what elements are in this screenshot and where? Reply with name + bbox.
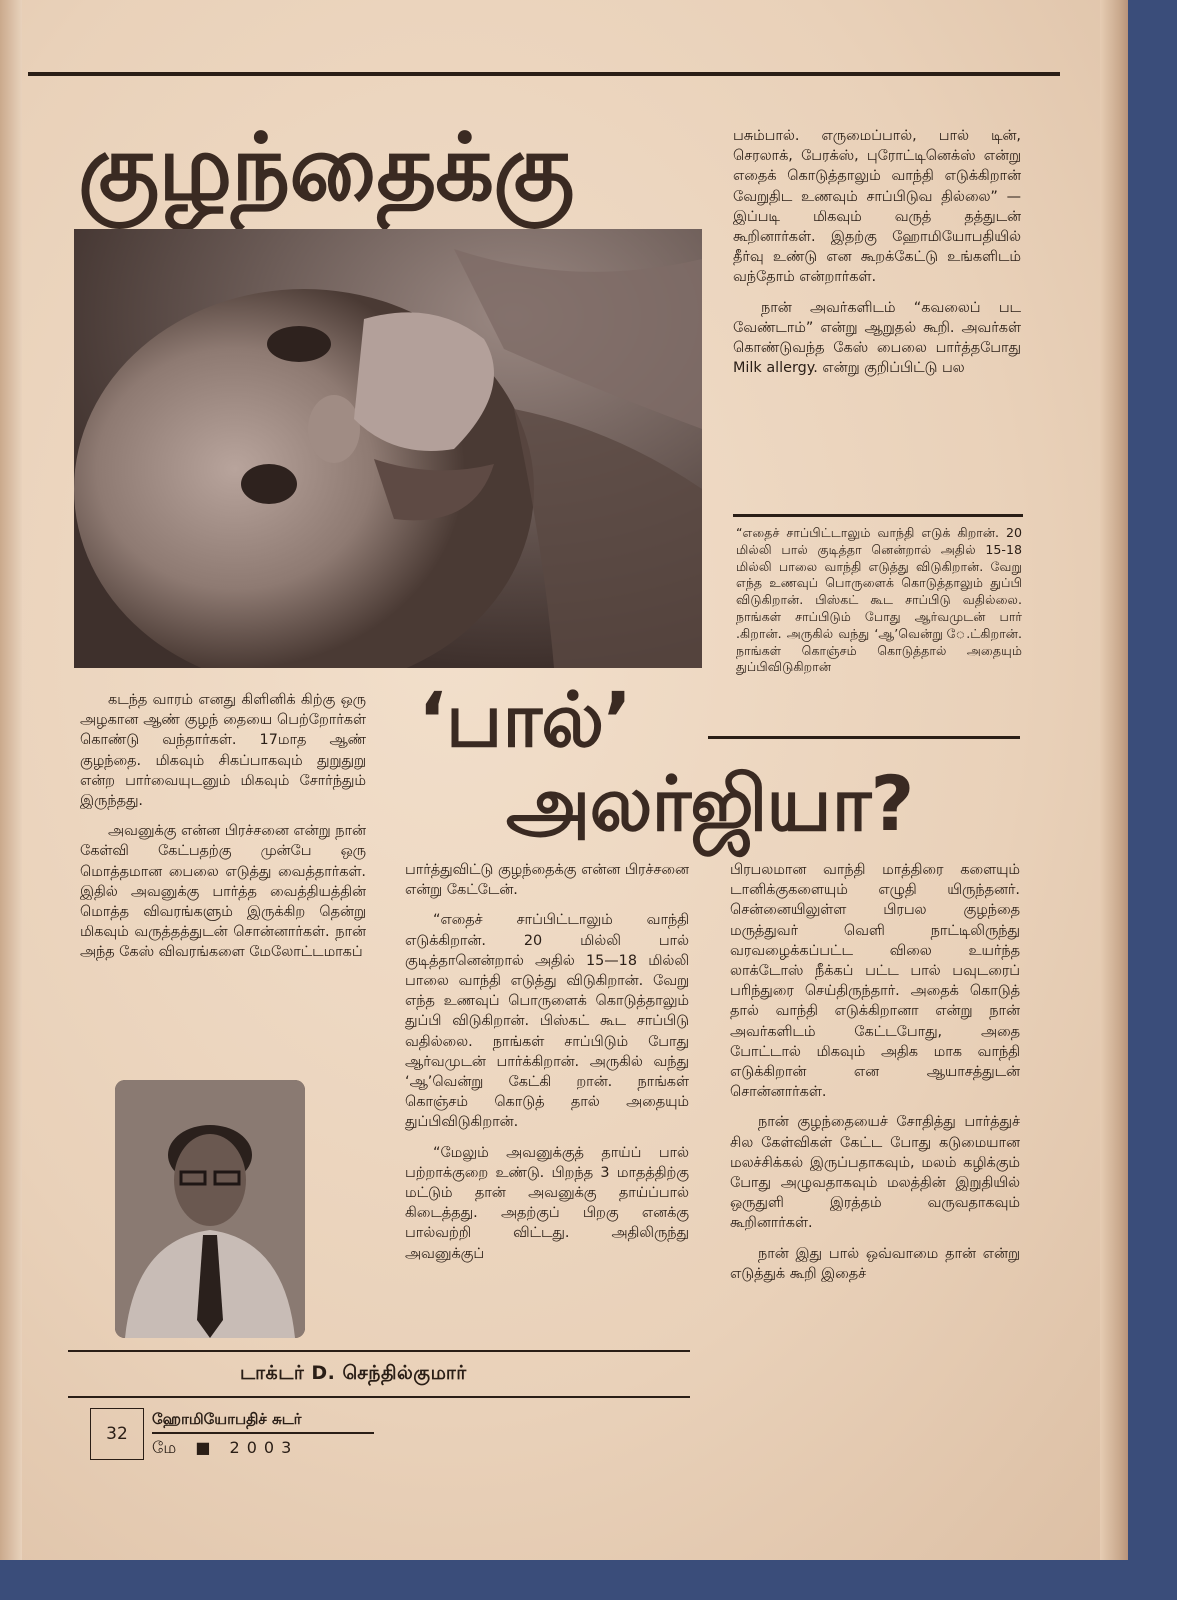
callout-top-rule bbox=[733, 514, 1023, 517]
page-fore-edge bbox=[1100, 0, 1128, 1560]
headline-line1: குழந்தைக்கு bbox=[78, 114, 574, 221]
paragraph: நான் இது பால் ஒவ்வாமை தான் என்று எடுத்துக் கூறி இதைச் bbox=[730, 1245, 1020, 1282]
footer-rule bbox=[152, 1432, 374, 1434]
top-rule bbox=[28, 72, 1060, 76]
paragraph: “மேலும் அவனுக்குத் தாய்ப் பால் பற்றாக்குறை உண்டு. பிறந்த 3 மாதத்திற்கு மட்டும் தான் அவனுக்கு தாய்ப்பால் கிடைத்தது. அதற்குப் பிறகு எனக்கு பால்வற்றி விட்டது. அதிலிருந்து அவனுக்குப் bbox=[405, 1144, 689, 1262]
issue-date: மே ■ 2003 bbox=[152, 1438, 299, 1457]
paragraph: நான் குழந்தையைச் சோதித்து பார்த்துச் சில கேள்விகள் கேட்ட போது கடுமையான மலச்சிக்கல் இருப்பதாகவும், மலம் கழிக்கும் போது அழுவதாகவும் மலத்தின் இறுதியில் ஒருதுளி இரத்தம் வருவதாகவும் கூறினார்கள். bbox=[730, 1114, 1020, 1232]
page-binding-edge bbox=[0, 0, 22, 1560]
paragraph: அவனுக்கு என்ன பிரச்சனை என்று நான் கேள்வி கேட்பதற்கு முன்பே ஒரு மொத்தமான பைலை எடுத்து வைத்தார்கள். இதில் அவனுக்கு பார்த்த வைத்தியத்தின் மொத்த விவரங்களும் இருக்கிற தென்று மிகவும் வருத்தத்துடன் சொன்னார்கள். நான் அந்த கேஸ் விவரங்களை மேலோட்டமாகப் bbox=[80, 823, 366, 961]
paragraph: பார்த்துவிட்டு குழந்தைக்கு என்ன பிரச்சனை என்று கேட்டேன். bbox=[405, 862, 689, 899]
paragraph: “எதைச் சாப்பிட்டாலும் வாந்தி எடுக்கிறான். 20 மில்லி பால் குடித்தானென்றால் அதில் 15—18 மில்லி பாலை வாந்தி எடுத்து விடுகிறான். வேறு எந்த உணவுப் பொருளைக் கொடுத்தாலும் துப்பி விடுகிறான். பிஸ்கட் கூட சாப்பிடு வதில்லை. நாங்கள் சாப்பிடும் போது ஆர்வமுடன் பார்க்கிறான். அருகில் வந்து ‘ஆ’வென்று கேட்கி றான். நாங்கள் கொஞ்சம் கொடுத் தால் அதையும் துப்பிவிடுகிறான். bbox=[405, 912, 689, 1131]
pull-quote: “எதைச் சாப்பிட்டாலும் வாந்தி எடுக் கிறான். 20 மில்லி பால் குடித்தா னென்றால் அதில் 15-18 மில்லி பாலை வாந்தி எடுத்து விடுகிறான். வேறு எந்த உணவுப் பொருளைக் கொடுத்தாலும் துப்பி விடுகிறான். பிஸ்கட் கூட சாப்பிடு வதில்லை. நாங்கள் சாப்பிடும் போது ஆர்வமுடன் பார் .கிறான். அருகில் வந்து ‘ஆ’வென்று ே.ட்கிறான். நாங்கள் கொஞ்சம் கொடுத்தால் அதையும் துப்பிவிடுகிறான் bbox=[736, 525, 1022, 675]
right-top-column bbox=[733, 126, 1021, 388]
byline-bottom-rule bbox=[68, 1396, 690, 1398]
headline-line3: அலர்ஜியா? bbox=[506, 759, 914, 848]
left-column bbox=[80, 690, 366, 973]
author-photo bbox=[115, 1080, 305, 1338]
page-number: 32 bbox=[90, 1408, 144, 1460]
author-photo-image bbox=[115, 1080, 305, 1338]
magazine-name: ஹோமியோபதிச் சுடர் bbox=[152, 1410, 302, 1428]
paragraph: பசும்பால். எருமைப்பால், பால் டின், செரலாக், பேரக்ஸ், புரோட்டினெக்ஸ் என்று எதைக் கொடுத்தாலும் வாந்தி எடுக்கிறான் வேறுதிட உணவும் சாப்பிடுவ தில்லை” —இப்படி மிகவும் வருத் தத்துடன் கூறினார்கள். இதற்கு ஹோமியோபதியில் தீர்வு உண்டு என கூறக்கேட்டு உங்களிடம் வந்தோம் என்றார்கள். bbox=[733, 128, 1021, 286]
callout-bottom-rule bbox=[708, 736, 1020, 739]
paragraph: கடந்த வாரம் எனது கிளினிக் கிற்கு ஒரு அழகான ஆண் குழந் தையை பெற்றோர்கள் கொண்டு வந்தார்கள். 17மாத ஆண் குழந்தை. மிகவும் சிகப்பாகவும் துறுதுறு என்ற பார்வையுடனும் மிகவும் சோர்ந்தும் இருந்தது. bbox=[80, 692, 366, 810]
paragraph: பிரபலமான வாந்தி மாத்திரை களையும் டானிக்குகளையும் எழுதி யிருந்தனர். சென்னையிலுள்ள பிரபல குழந்தை மருத்துவர் வெளி நாட்டிலிருந்து வரவழைக்கப்பட்ட விலை உயர்ந்த லாக்டோஸ் நீக்கப் பட்ட பால் பவுடரைப் பரிந்துரை செய்திருந்தார். அதைக் கொடுத் தால் வாந்தி எடுக்கிறானா என்று நான் அவர்களிடம் கேட்டபோது, அதை போட்டால் மிகவும் அதிக மாக வாந்தி எடுக்கிறான் என ஆயாசத்துடன் சொன்னார்கள். bbox=[730, 862, 1020, 1101]
middle-column bbox=[405, 860, 689, 1274]
child-photo bbox=[74, 229, 702, 668]
byline-top-rule bbox=[68, 1350, 690, 1352]
author-byline: டாக்டர் D. செந்தில்குமார் bbox=[240, 1362, 467, 1384]
paragraph: நான் அவர்களிடம் “கவலைப் பட வேண்டாம்” என்று ஆறுதல் கூறி. அவர்கள் கொண்டுவந்த கேஸ் பைலை பார்த்தபோது Milk allergy. என்று குறிப்பிட்டு பல bbox=[733, 299, 1021, 377]
right-bottom-column bbox=[730, 860, 1020, 1294]
child-photo-image bbox=[74, 229, 702, 668]
headline-line2: ‘பால்’ bbox=[418, 675, 632, 764]
